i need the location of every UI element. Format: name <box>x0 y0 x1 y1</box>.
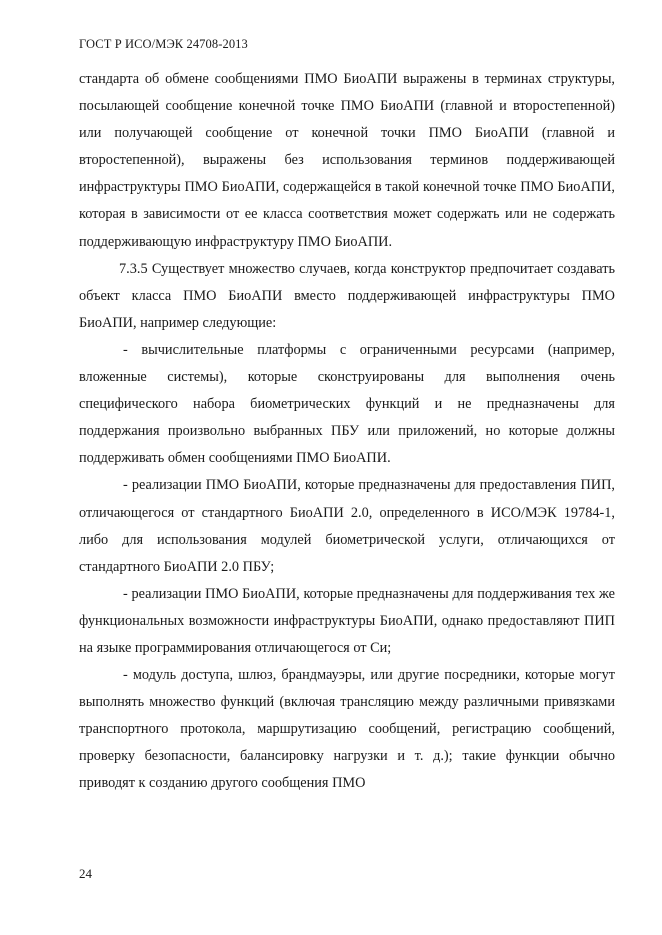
list-item-computing-platforms: - вычислительные платформы с ограниченными ресурсами (например, вложенные системы), которые сконструированы для выполнения очень специфического набора биометрических функций и не предназначены для поддержания произвольно выбранных ПБУ или приложений, но которые должны поддерживать обмен сообщениями ПМО БиоАПИ. <box>79 341 615 467</box>
document-body <box>79 66 615 798</box>
page-header-standard-id: ГОСТ Р ИСО/МЭК 24708-2013 <box>79 37 248 51</box>
list-item-implementations-api: - реализации ПМО БиоАПИ, которые предназначены для предоставления ПИП, отличающегося от стандартного БиоАПИ 2.0, определенного в ИСО/МЭК 19784-1, либо для использования модулей биометрической услуги, отличающихся от стандартного БиоАПИ 2.0 ПБУ; <box>79 477 615 575</box>
list-item-implementations-language: - реализации ПМО БиоАПИ, которые предназначены для поддерживания тех же функциональных возможности инфраструктуры БиоАПИ, однако предоставляют ПИП на языке программирования отличающегося от Си; <box>79 585 615 656</box>
paragraph-continuation: стандарта об обмене сообщениями ПМО БиоАПИ выражены в терминах структуры, посылающей сообщение конечной точке ПМО БиоАПИ (главной и второстепенной) или получающей сообщение от конечной точки ПМО БиоАПИ (главной и второстепенной), выражены без использования терминов поддерживающей инфраструктуры ПМО БиоАПИ, содержащейся в такой конечной точке ПМО БиоАПИ, которая в зависимости от ее класса соответствия может содержать или не содержать поддерживающую инфраструктуру ПМО БиоАПИ. <box>79 71 615 250</box>
list-item-access-module: - модуль доступа, шлюз, брандмауэры, или другие посредники, которые могут выполнять множество функций (включая трансляцию между различными привязками транспортного протокола, маршрутизацию сообщений, регистрацию сообщений, проверку безопасности, балансировку нагрузки и т. д.); такие функции обычно приводят к созданию другого сообщения ПМО <box>79 667 615 792</box>
paragraph-clause-7-3-5: 7.3.5 Существует множество случаев, когда конструктор предпочитает создавать объект класса ПМО БиоАПИ вместо поддерживающей инфраструктуры ПМО БиоАПИ, например следующие: <box>79 260 615 331</box>
page-number: 24 <box>79 866 92 881</box>
